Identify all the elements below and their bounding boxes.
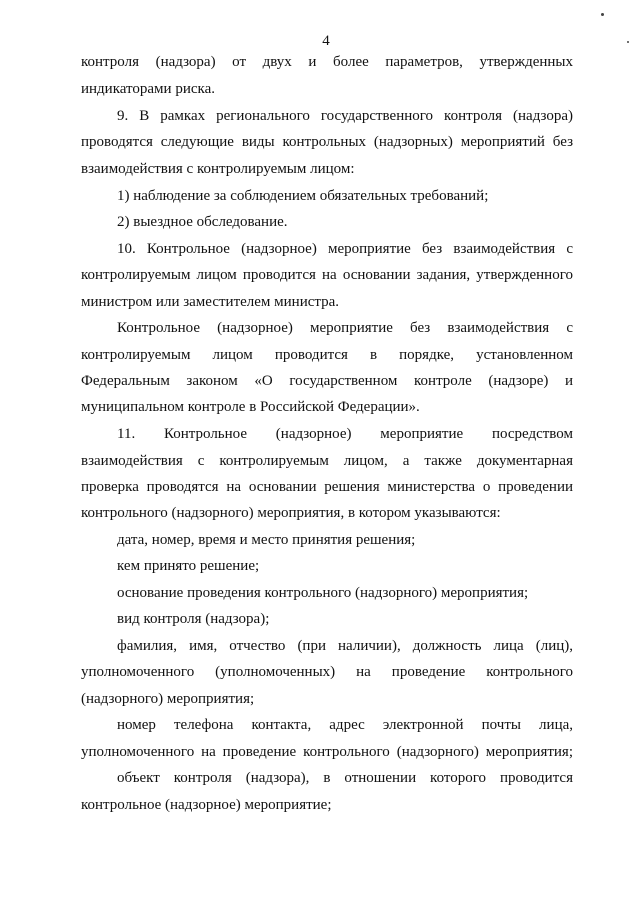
text-line-7: 2) выездное обследование. (117, 214, 288, 230)
text-line-10: министром или заместителем министра. (81, 294, 340, 310)
text-line-20: кем принято решение; (117, 558, 260, 574)
text-line-22: вид контроля (надзора); (117, 611, 270, 627)
text-line-4: проводятся следующие виды контрольных (надзорных) мероприятий без (81, 134, 573, 150)
text-line-8: 10. Контрольное (надзорное) мероприятие без взаимодействия с (117, 241, 573, 257)
page-number: 4 (322, 33, 330, 49)
text-line-5: взаимодействия с контролируемым лицом: (81, 161, 355, 177)
text-line-26: номер телефона контакта, адрес электронной почты лица, (117, 717, 573, 733)
text-line-12: контролируемым лицом проводится в порядке, установленном (81, 347, 573, 363)
text-line-2: индикаторами риска. (81, 81, 215, 97)
text-line-24: уполномоченного (уполномоченных) на проведение контрольного (81, 664, 573, 680)
text-line-21: основание проведения контрольного (надзорного) мероприятия; (117, 585, 529, 601)
text-line-23: фамилия, имя, отчество (при наличии), должность лица (лиц), (117, 638, 573, 654)
text-line-3: 9. В рамках регионального государственного контроля (надзора) (117, 108, 573, 124)
text-line-17: проверка проводятся на основании решения министерства о проведении (81, 479, 573, 495)
scan-speck (627, 41, 629, 43)
text-line-1: контроля (надзора) от двух и более параметров, утвержденных (81, 54, 573, 70)
text-line-16: взаимодействия с контролируемым лицом, а также документарная (81, 453, 573, 469)
text-line-6: 1) наблюдение за соблюдением обязательных требований; (117, 188, 489, 204)
scan-speck (601, 13, 604, 16)
text-line-19: дата, номер, время и место принятия решения; (117, 532, 416, 548)
text-line-18: контрольного (надзорного) мероприятия, в котором указываются: (81, 505, 501, 521)
text-line-28: объект контроля (надзора), в отношении которого проводится (117, 770, 573, 786)
text-line-15: 11. Контрольное (надзорное) мероприятие посредством (117, 426, 573, 442)
text-line-11: Контрольное (надзорное) мероприятие без взаимодействия с (117, 320, 573, 336)
text-line-27: уполномоченного на проведение контрольного (надзорного) мероприятия; (81, 744, 573, 760)
text-line-14: муниципальном контроле в Российской Федерации». (81, 399, 420, 415)
text-line-13: Федеральным законом «О государственном контроле (надзоре) и (81, 373, 573, 389)
text-line-9: контролируемым лицом проводится на основании задания, утвержденного (81, 267, 573, 283)
text-line-29: контрольное (надзорное) мероприятие; (81, 797, 332, 813)
text-line-25: (надзорного) мероприятия; (81, 691, 255, 707)
